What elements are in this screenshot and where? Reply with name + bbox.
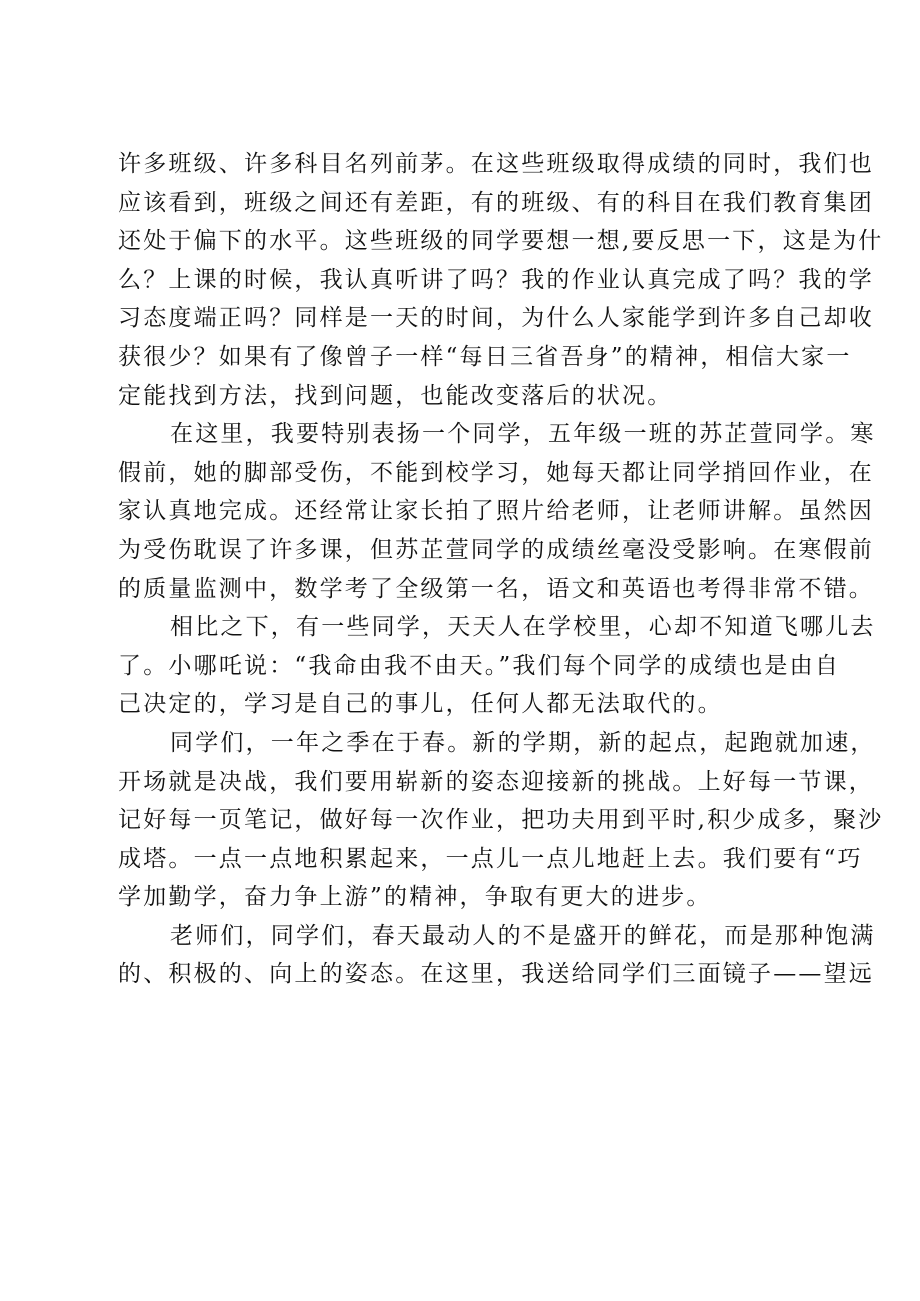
text-line: 的、积极的、向上的姿态。在这里，我送给同学们三面镜子——望远 xyxy=(118,961,874,988)
text-line: 定能找到方法，找到问题，也能改变落后的状况。 xyxy=(118,382,673,409)
text-line: 己决定的，学习是自己的事儿，任何人都无法取代的。 xyxy=(118,691,723,718)
text-line: 同学们，一年之季在于春。新的学期，新的起点，起跑就加速， xyxy=(170,729,876,756)
paragraph-4 xyxy=(118,724,884,917)
text-line: 在这里，我要特别表扬一个同学，五年级一班的苏芷萱同学。寒 xyxy=(170,421,876,448)
text-line: 为受伤耽误了许多课，但苏芷萱同学的成绩丝毫没受影响。在寒假前 xyxy=(118,536,874,563)
paragraph-1 xyxy=(118,145,884,415)
text-line: 记好每一页笔记，做好每一次作业，把功夫用到平时,积少成多，聚沙 xyxy=(118,807,884,834)
text-line: 还处于偏下的水平。这些班级的同学要想一想,要反思一下，这是为什 xyxy=(118,228,884,255)
paragraph-2 xyxy=(118,415,876,608)
text-line: 老师们，同学们，春天最动人的不是盛开的鲜花，而是那种饱满 xyxy=(170,922,876,949)
document-body xyxy=(118,145,884,994)
paragraph-5 xyxy=(118,917,876,994)
text-line: 了。小哪吒说：“我命由我不由天。”我们每个同学的成绩也是由自 xyxy=(118,652,841,679)
paragraph-3 xyxy=(118,608,876,724)
text-line: 成塔。一点一点地积累起来，一点儿一点儿地赶上去。我们要有“巧 xyxy=(118,845,863,872)
text-line: 习态度端正吗？同样是一天的时间，为什么人家能学到许多自己却收 xyxy=(118,305,874,332)
text-line: 相比之下，有一些同学，天天人在学校里，心却不知道飞哪儿去 xyxy=(170,614,876,641)
text-line: 么？上课的时候，我认真听讲了吗？我的作业认真完成了吗？我的学 xyxy=(118,266,874,293)
text-line: 开场就是决战，我们要用崭新的姿态迎接新的挑战。上好每一节课， xyxy=(118,768,874,795)
text-line: 家认真地完成。还经常让家长拍了照片给老师，让老师讲解。虽然因 xyxy=(118,498,874,525)
text-line: 学加勤学，奋力争上游”的精神，争取有更大的进步。 xyxy=(118,884,712,911)
text-line: 应该看到，班级之间还有差距，有的班级、有的科目在我们教育集团 xyxy=(118,189,874,216)
text-line: 获很少？如果有了像曾子一样“每日三省吾身”的精神，相信大家一 xyxy=(118,343,852,370)
text-line: 许多班级、许多科目名列前茅。在这些班级取得成绩的同时，我们也 xyxy=(118,151,874,177)
text-line: 的质量监测中，数学考了全级第一名，语文和英语也考得非常不错。 xyxy=(118,575,874,602)
text-line: 假前，她的脚部受伤，不能到校学习，她每天都让同学捎回作业，在 xyxy=(118,459,874,486)
